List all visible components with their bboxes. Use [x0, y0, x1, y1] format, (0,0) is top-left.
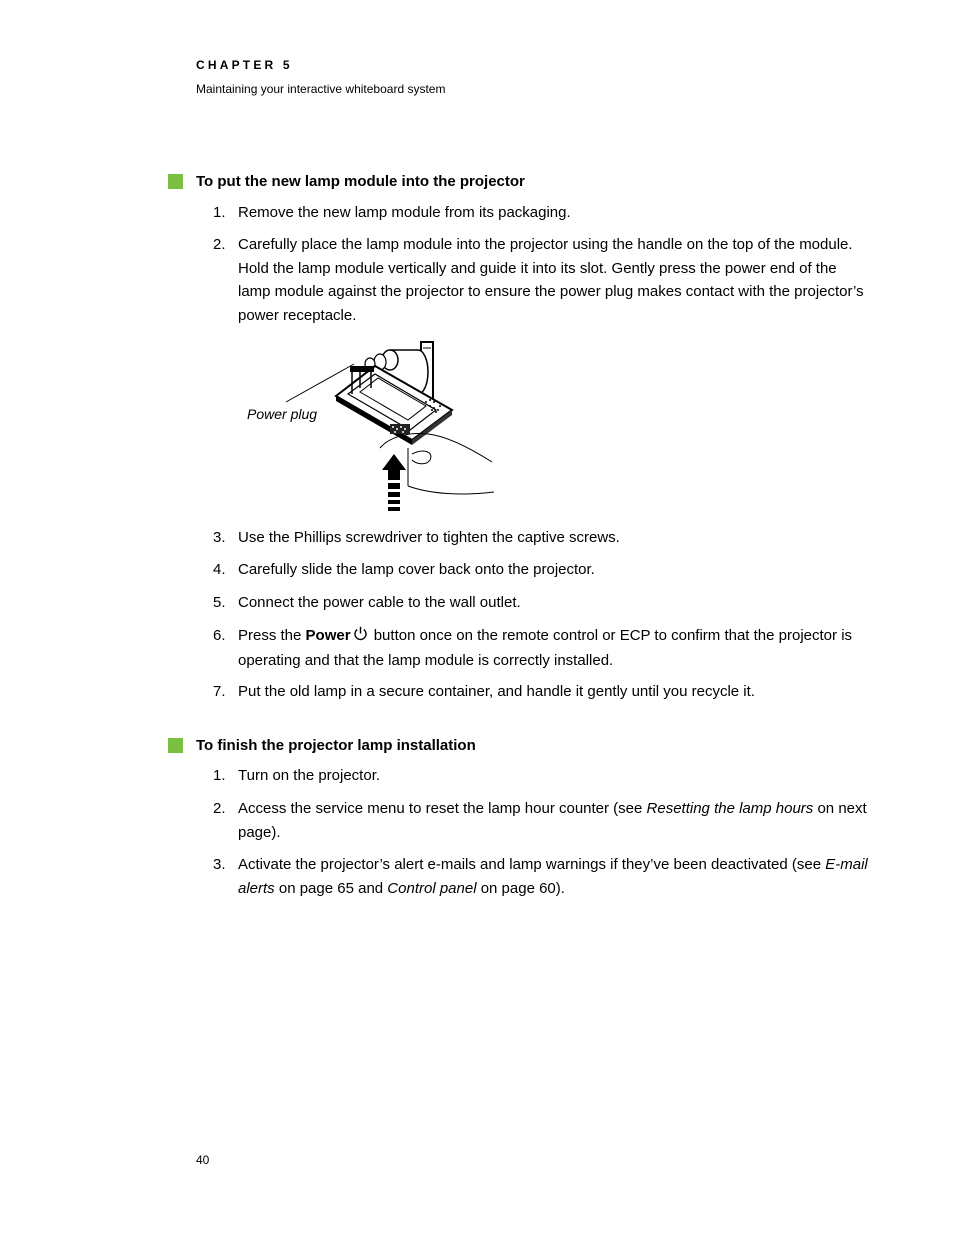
green-square-icon	[168, 174, 183, 189]
list-item	[213, 233, 873, 327]
step-text: Carefully place the lamp module into the projector using the handle on the top of the module. Hold the lamp module vertically and guide it into its slot. Gently press the power end of the lamp module against the projector to ensure the power plug makes contact with the projector’s power receptacle.	[238, 236, 864, 324]
step-text-after: on page 60).	[476, 879, 565, 897]
reference-resetting-lamp-hours: Resetting the lamp hours	[646, 800, 814, 817]
power-icon	[353, 625, 368, 649]
chapter-title: Maintaining your interactive whiteboard system	[196, 82, 446, 96]
list-item	[213, 201, 873, 225]
step-text: Put the old lamp in a secure container, and handle it gently until you recycle it.	[238, 683, 755, 700]
list-item	[213, 558, 873, 582]
lamp-module-drawing	[240, 336, 500, 518]
reference-email-alerts: E-mail alerts	[238, 856, 868, 897]
step-text	[238, 853, 873, 900]
step-text-after: button once on the remote control or ECP to confirm that the projector is operating and that the lamp module is correctly installed.	[238, 627, 853, 669]
section-heading-install	[168, 172, 525, 190]
step-number: 1.	[213, 767, 226, 784]
step-text-before: Press the	[238, 627, 306, 644]
step-text: Turn on the projector.	[238, 767, 381, 784]
list-item	[213, 853, 873, 900]
step-number: 5.	[213, 594, 226, 611]
step-number: 6.	[213, 627, 226, 644]
step-number: 2.	[213, 236, 226, 253]
step-text	[238, 797, 873, 844]
reference-control-panel: Control panel	[387, 879, 477, 897]
page-number: 40	[196, 1153, 210, 1167]
list-item	[213, 797, 873, 844]
step-text-mid: on page 65 and	[274, 879, 388, 897]
step-text-after: on next page).	[238, 800, 867, 841]
step-number: 4.	[213, 561, 226, 578]
step-number: 1.	[213, 204, 226, 221]
step-text	[238, 624, 873, 672]
section-heading-finish	[168, 736, 476, 754]
list-item	[213, 591, 873, 615]
step-text: Use the Phillips screwdriver to tighten the captive screws.	[238, 529, 620, 546]
list-item	[213, 526, 873, 550]
list-item	[213, 680, 873, 704]
step-number: 2.	[213, 800, 226, 817]
step-number: 3.	[213, 856, 226, 873]
section-heading-text: To finish the projector lamp installation	[196, 736, 476, 754]
step-text-before: Activate the projector’s alert e-mails and lamp warnings if they’ve been deactivated (see	[238, 856, 826, 873]
step-text: Remove the new lamp module from its packaging.	[238, 204, 571, 221]
step-text: Connect the power cable to the wall outlet.	[238, 594, 521, 611]
chapter-label: CHAPTER 5	[196, 58, 293, 72]
figure-caption: Power plug	[247, 406, 318, 422]
step-text: Carefully slide the lamp cover back onto the projector.	[238, 561, 595, 578]
step-number: 3.	[213, 529, 226, 546]
green-square-icon	[168, 738, 183, 753]
list-item	[213, 764, 873, 788]
step-text-before: Access the service menu to reset the lamp hour counter (see	[238, 800, 647, 817]
section-heading-text: To put the new lamp module into the projector	[196, 172, 525, 190]
list-item	[213, 624, 873, 672]
power-label: Power	[305, 627, 351, 644]
step-number: 7.	[213, 683, 226, 700]
lamp-module-illustration	[240, 336, 500, 518]
